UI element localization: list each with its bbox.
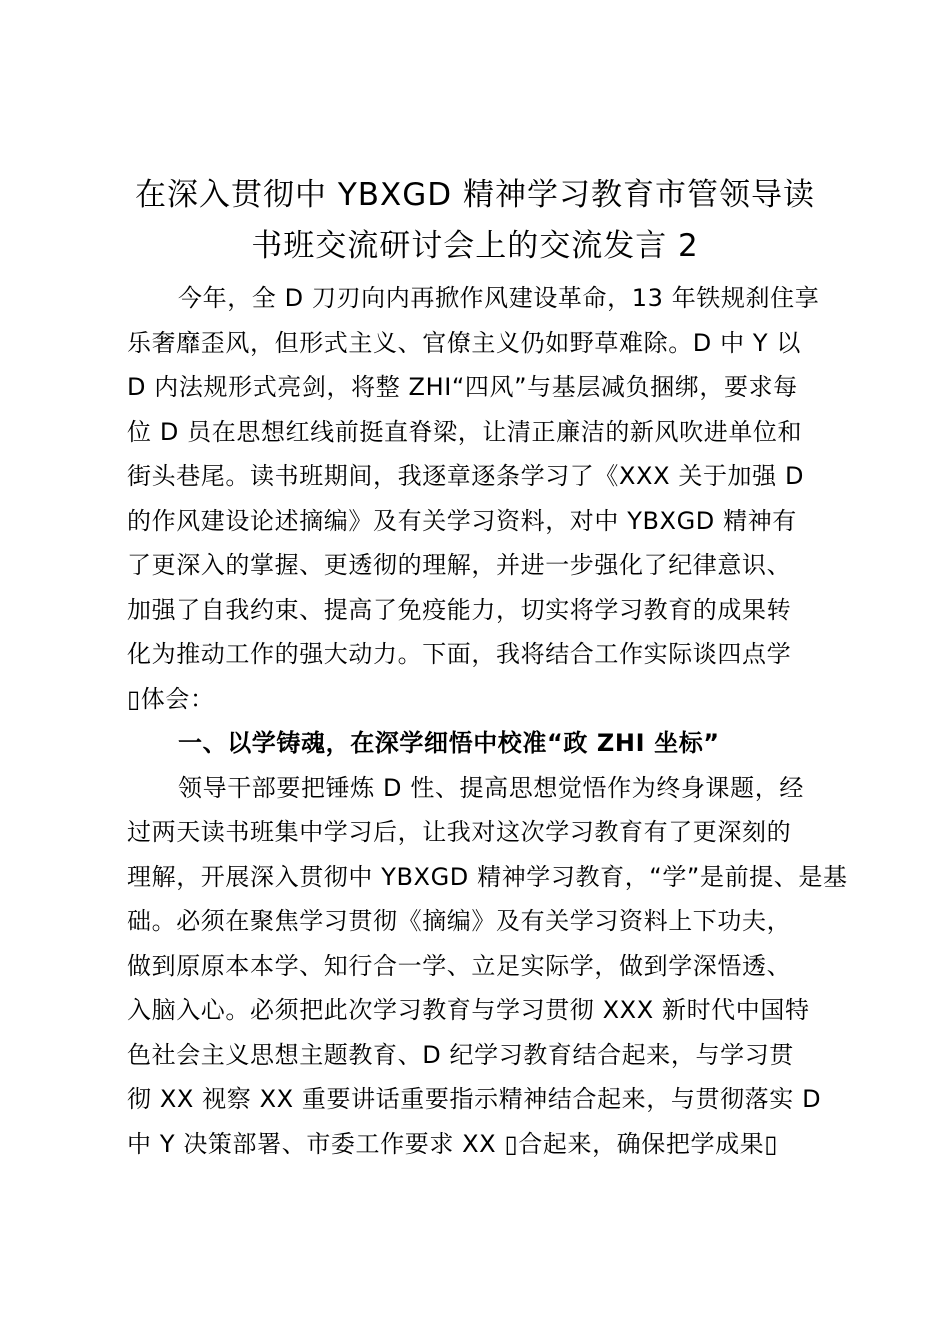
- paragraph-2-line-9: 中 Y 决策部署、市委工作要求 XX ▯合起来，确保把学成果▯: [127, 1130, 779, 1158]
- paragraph-2-line-5: 做到原原本本学、知行合一学、立足实际学，做到学深悟透、: [127, 952, 792, 980]
- document-title-line-2: 书班交流研讨会上的交流发言 2: [251, 228, 699, 264]
- paragraph-1-line-6: 的作风建设论述摘编》及有关学习资料，对中 YBXGD 精神有: [127, 507, 797, 535]
- paragraph-1-line-8: 加强了自我约束、提高了免疫能力，切实将学习教育的成果转: [127, 596, 792, 624]
- paragraph-1-line-1: 今年，全 D 刀刃向内再掀作风建设革命，13 年铁规刹住享: [178, 284, 820, 312]
- paragraph-1-line-4: 位 D 员在思想红线前挺直脊梁，让清正廉洁的新风吹进单位和: [127, 418, 803, 446]
- paragraph-2-line-7: 色社会主义思想主题教育、D 纪学习教育结合起来，与学习贯: [127, 1041, 794, 1069]
- paragraph-1-line-2: 乐奢靡歪风，但形式主义、官僚主义仍如野草难除。D 中 Y 以: [127, 329, 802, 357]
- paragraph-2-line-3: 理解，开展深入贯彻中 YBXGD 精神学习教育，“学”是前提、是基: [127, 863, 848, 891]
- paragraph-2-line-8: 彻 XX 视察 XX 重要讲话重要指示精神结合起来，与贯彻落实 D: [127, 1085, 822, 1113]
- paragraph-1-line-10: ▯体会：: [127, 685, 215, 713]
- paragraph-2-line-6: 入脑入心。必须把此次学习教育与学习贯彻 XXX 新时代中国特: [127, 996, 810, 1024]
- paragraph-1-line-3: D 内法规形式亮剑，将整 ZHI“四风”与基层减负捆绑，要求每: [127, 373, 798, 401]
- paragraph-1-line-9: 化为推动工作的强大动力。下面，我将结合工作实际谈四点学: [127, 640, 792, 668]
- document-title-line-1: 在深入贯彻中 YBXGD 精神学习教育市管领导读: [134, 177, 816, 213]
- paragraph-2-line-1: 领导干部要把锤炼 D 性、提高思想觉悟作为终身课题，经: [178, 774, 804, 802]
- paragraph-2-line-4: 础。必须在聚焦学习贯彻《摘编》及有关学习资料上下功夫，: [127, 907, 792, 935]
- section-1-heading: 一、以学铸魂，在深学细悟中校准“政 ZHI 坐标”: [178, 729, 720, 757]
- paragraph-2-line-2: 过两天读书班集中学习后，让我对这次学习教育有了更深刻的: [127, 818, 792, 846]
- paragraph-1-line-5: 街头巷尾。读书班期间，我逐章逐条学习了《XXX 关于加强 D: [127, 462, 805, 490]
- paragraph-1-line-7: 了更深入的掌握、更透彻的理解，并进一步强化了纪律意识、: [127, 551, 792, 579]
